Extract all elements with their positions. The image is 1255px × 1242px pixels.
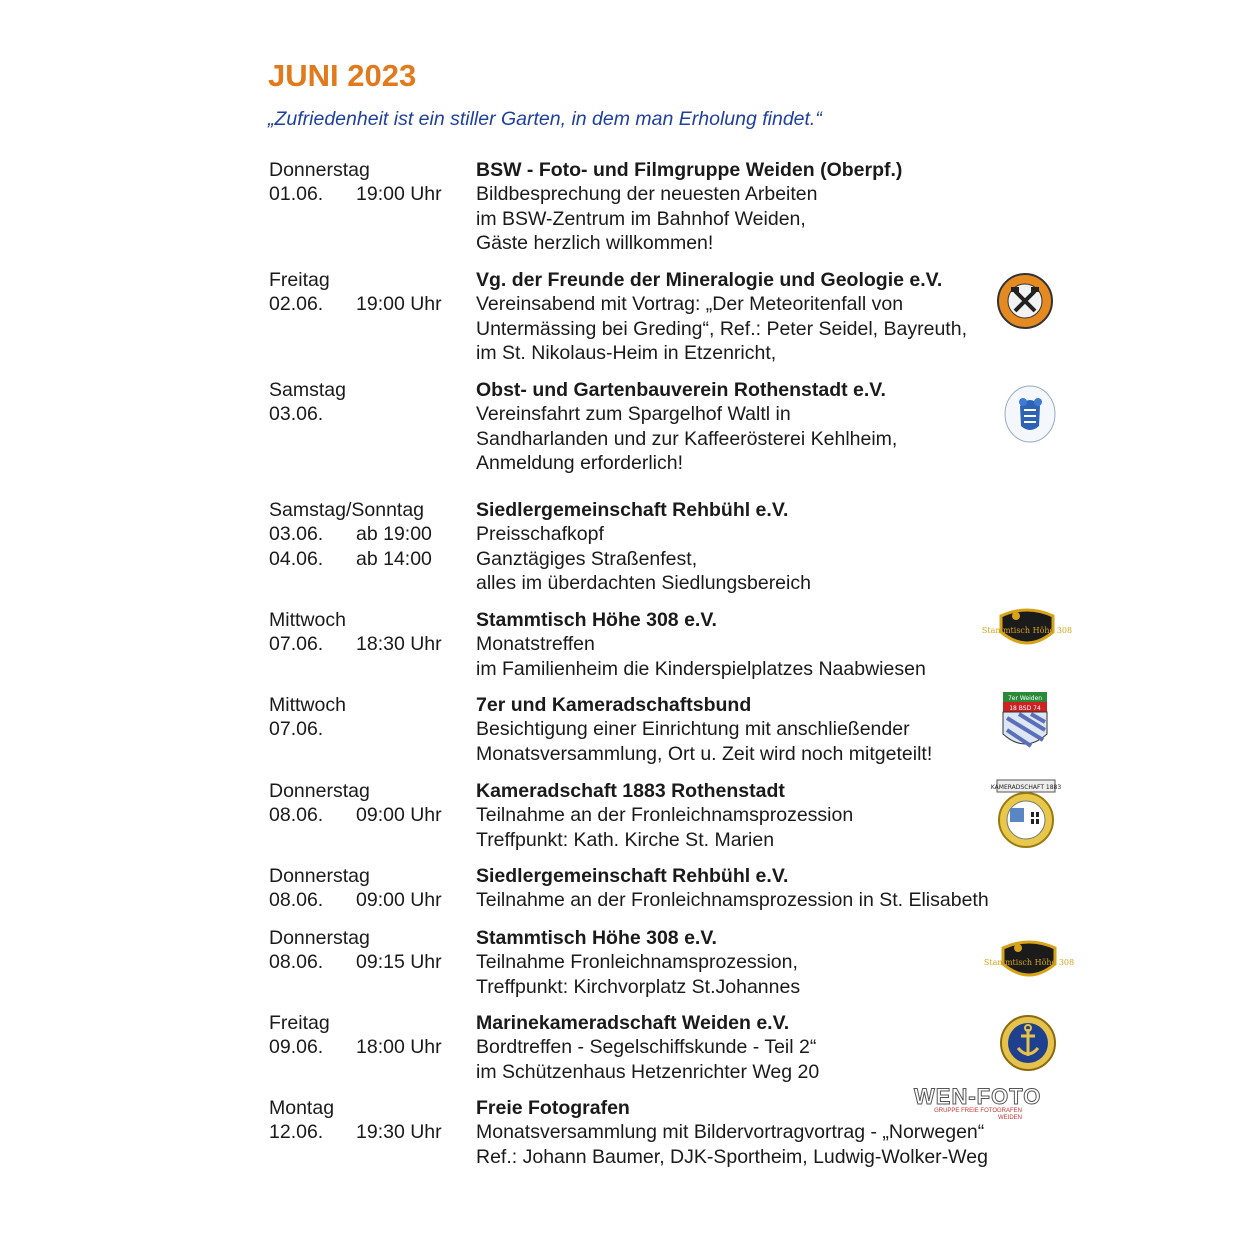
event-date: 09.06.: [269, 1036, 324, 1059]
event-description-line: Vereinsabend mit Vortrag: „Der Meteoritenfall von: [476, 293, 904, 316]
event-weekday: Donnerstag: [269, 865, 370, 887]
garden-club-logo: [1003, 384, 1057, 444]
event-date: 07.06.: [269, 718, 324, 741]
wen-foto-subline: GRUPPE FREIE FOTOGRAFEN WEIDEN: [934, 1108, 1022, 1121]
event-time: 18:00 Uhr: [356, 1036, 442, 1059]
event-description-line: alles im überdachten Siedlungsbereich: [476, 571, 811, 594]
event-description-line: Teilnahme an der Fronleichnamsprozession: [476, 804, 854, 827]
wen-foto-wordmark: WEN-FOTO: [914, 1084, 1042, 1109]
event-organizer: Kameradschaft 1883 Rothenstadt: [476, 780, 785, 802]
event-description-line: Monatsversammlung mit Bildervortragvortrag - „Norwegen“: [476, 1121, 985, 1144]
event-description-line: im Familienheim die Kinderspielplatzes Naabwiesen: [476, 657, 926, 680]
svg-text:Stammtisch Höhe 308: Stammtisch Höhe 308: [983, 958, 1075, 967]
event-weekday: Samstag: [269, 379, 346, 401]
event-date: 02.06.: [269, 293, 324, 316]
event-description-line: Treffpunkt: Kirchvorplatz St.Johannes: [476, 975, 801, 998]
event-description-line: Monatsversammlung, Ort u. Zeit wird noch mitgeteilt!: [476, 742, 933, 765]
event-description-line: Bildbesprechung der neuesten Arbeiten: [476, 183, 818, 206]
event-time: 09:00 Uhr: [356, 889, 442, 912]
event-organizer: Vg. der Freunde der Mineralogie und Geologie e.V.: [476, 269, 943, 291]
svg-text:7er Weiden: 7er Weiden: [1007, 695, 1043, 702]
event-weekday: Samstag/Sonntag: [269, 499, 425, 521]
event-date: 08.06.: [269, 889, 324, 912]
event-time: ab 19:00: [356, 523, 432, 546]
event-date: 07.06.: [269, 633, 324, 656]
event-description-line: Sandharlanden und zur Kaffeerösterei Kehlheim,: [476, 427, 898, 450]
svg-text:KAMERADSCHAFT 1883: KAMERADSCHAFT 1883: [990, 784, 1062, 791]
event-description-line: im BSW-Zentrum im Bahnhof Weiden,: [476, 207, 806, 230]
event-description-line: Monatstreffen: [476, 633, 595, 656]
event-weekday: Donnerstag: [269, 927, 370, 949]
event-organizer: Stammtisch Höhe 308 e.V.: [476, 927, 717, 949]
page-title: JUNI 2023: [268, 58, 417, 93]
event-organizer: BSW - Foto- und Filmgruppe Weiden (Oberpf.): [476, 159, 903, 181]
event-organizer: Marinekameradschaft Weiden e.V.: [476, 1012, 790, 1034]
event-weekday: Donnerstag: [269, 780, 370, 802]
event-time: 09:15 Uhr: [356, 951, 442, 974]
event-date: 03.06.: [269, 403, 324, 426]
stammtisch-logo: [983, 934, 1075, 986]
event-organizer: Stammtisch Höhe 308 e.V.: [476, 609, 717, 631]
event-time: 18:30 Uhr: [356, 633, 442, 656]
kameradschaft-1883-logo: [990, 778, 1062, 850]
event-weekday: Mittwoch: [269, 694, 346, 716]
event-weekday: Mittwoch: [269, 609, 346, 631]
event-organizer: Obst- und Gartenbauverein Rothenstadt e.V.: [476, 379, 886, 401]
event-date: 04.06.: [269, 547, 324, 570]
event-organizer: Siedlergemeinschaft Rehbühl e.V.: [476, 865, 789, 887]
event-time: ab 14:00: [356, 547, 432, 570]
event-date: 08.06.: [269, 804, 324, 827]
event-description-line: Preisschafkopf: [476, 523, 604, 546]
event-description-line: Ganztägiges Straßenfest,: [476, 547, 698, 570]
event-weekday: Freitag: [269, 1012, 330, 1034]
event-date: 01.06.: [269, 183, 324, 206]
event-description-line: Treffpunkt: Kath. Kirche St. Marien: [476, 828, 775, 851]
event-description-line: Ref.: Johann Baumer, DJK-Sportheim, Ludwig-Wolker-Weg: [476, 1145, 988, 1168]
event-description-line: Teilnahme Fronleichnamsprozession,: [476, 951, 798, 974]
event-organizer: 7er und Kameradschaftsbund: [476, 694, 752, 716]
anchor-logo: [998, 1014, 1058, 1072]
event-description-line: Vereinsfahrt zum Spargelhof Waltl in: [476, 403, 791, 426]
event-description-line: Teilnahme an der Fronleichnamsprozession in St. Elisabeth: [476, 889, 989, 912]
svg-text:Stammtisch Höhe 308: Stammtisch Höhe 308: [981, 626, 1073, 635]
event-description-line: Untermässing bei Greding“, Ref.: Peter Seidel, Bayreuth,: [476, 317, 967, 340]
event-description-line: Anmeldung erforderlich!: [476, 451, 684, 474]
event-date: 12.06.: [269, 1121, 324, 1144]
event-time: 19:30 Uhr: [356, 1121, 442, 1144]
stammtisch-logo: [981, 602, 1073, 654]
kameradschaftsbund-logo: [1001, 690, 1049, 754]
event-date: 08.06.: [269, 951, 324, 974]
event-time: 19:00 Uhr: [356, 183, 442, 206]
mineralogy-club-logo: [996, 272, 1054, 330]
event-time: 09:00 Uhr: [356, 804, 442, 827]
svg-text:18 BSD 74: 18 BSD 74: [1009, 705, 1041, 712]
wen-foto-logo: [914, 1086, 1062, 1122]
event-weekday: Freitag: [269, 269, 330, 291]
event-time: 19:00 Uhr: [356, 293, 442, 316]
event-description-line: im Schützenhaus Hetzenrichter Weg 20: [476, 1060, 820, 1083]
event-organizer: Freie Fotografen: [476, 1097, 630, 1119]
event-weekday: Montag: [269, 1097, 335, 1119]
event-date: 03.06.: [269, 523, 324, 546]
event-description-line: Gäste herzlich willkommen!: [476, 231, 714, 254]
event-organizer: Siedlergemeinschaft Rehbühl e.V.: [476, 499, 789, 521]
event-description-line: Besichtigung einer Einrichtung mit anschließender: [476, 718, 910, 741]
event-description-line: im St. Nikolaus-Heim in Etzenricht,: [476, 341, 777, 364]
event-weekday: Donnerstag: [269, 159, 370, 181]
quote: „Zufriedenheit ist ein stiller Garten, in dem man Erholung findet.“: [268, 108, 822, 130]
event-description-line: Bordtreffen - Segelschiffskunde - Teil 2“: [476, 1036, 817, 1059]
